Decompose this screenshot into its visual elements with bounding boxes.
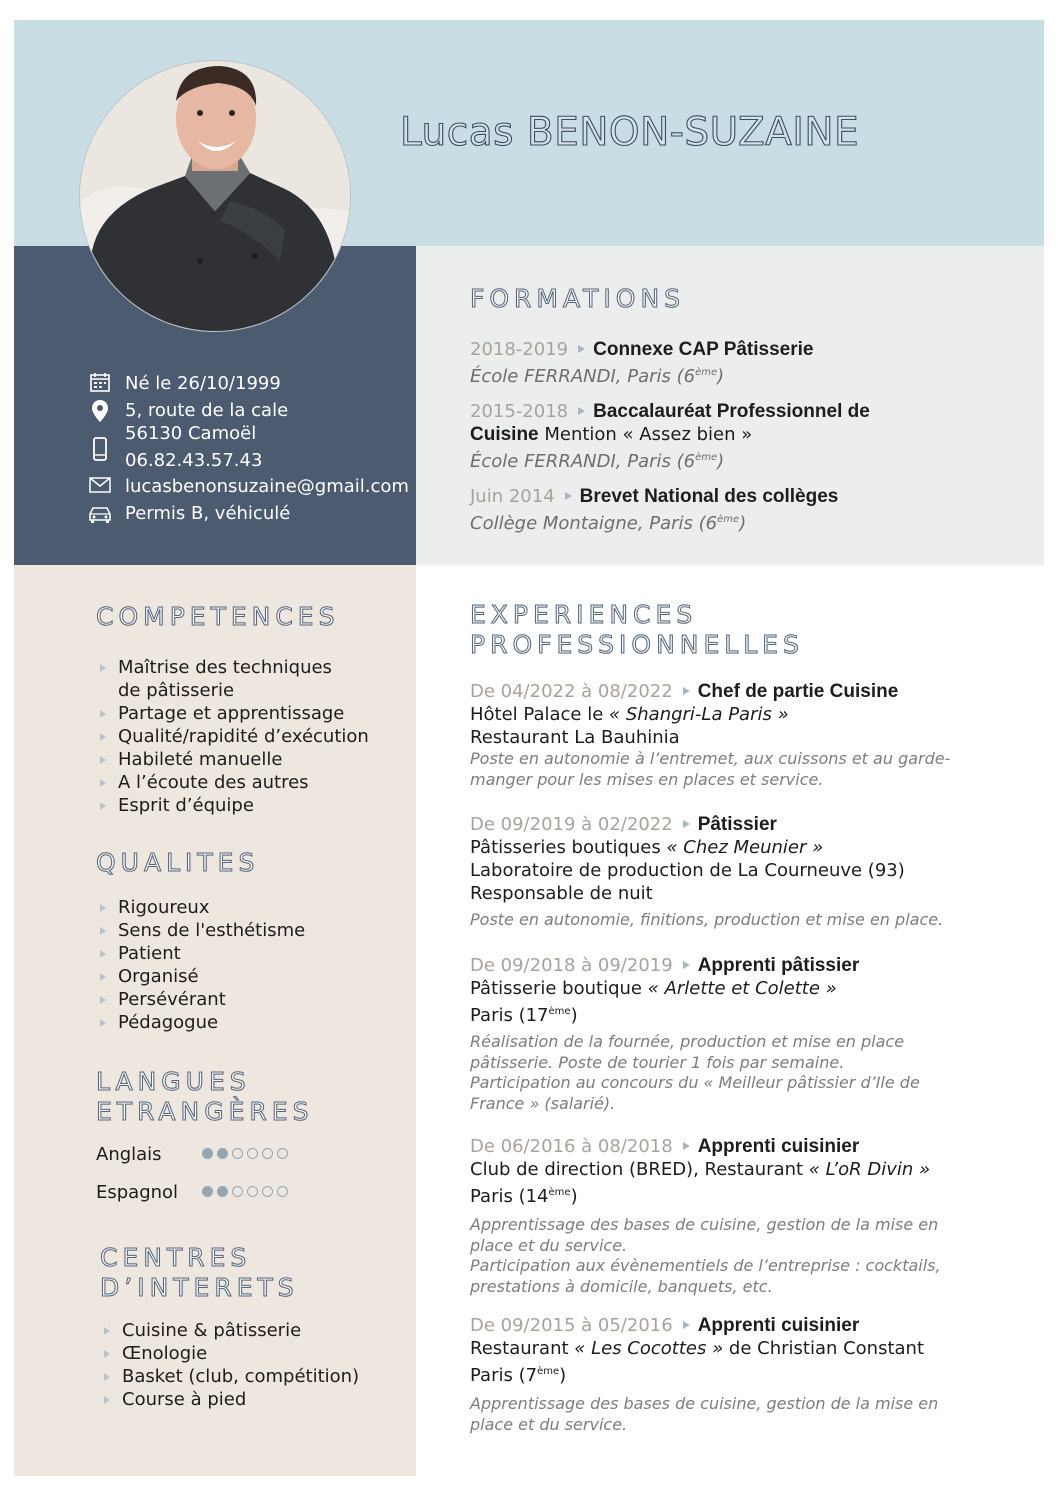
formation-school: Collège Montaigne, Paris (6ème)	[470, 513, 747, 534]
triangle-bullet-icon	[683, 1142, 690, 1150]
list-item: A l’écoute des autres	[96, 771, 369, 794]
list-item: Course à pied	[100, 1388, 359, 1411]
experience-date: De 09/2015 à 05/2016	[470, 1315, 673, 1336]
experience-location: Paris (14ème)	[470, 1186, 578, 1207]
experience-date: De 06/2016 à 08/2018	[470, 1136, 673, 1157]
triangle-bullet-icon	[683, 820, 690, 828]
formation-date: Juin 2014	[470, 486, 555, 507]
formation-title: Brevet National des collèges	[579, 486, 839, 507]
triangle-bullet-icon	[578, 345, 585, 353]
triangle-bullet-icon	[565, 492, 572, 500]
level-dot-empty	[247, 1148, 258, 1159]
formation-entry	[470, 400, 990, 473]
experience-description: Apprentissage des bases de cuisine, gestion de la mise en place et du service.	[470, 1394, 939, 1434]
experience-employer: Pâtisseries boutiques « Chez Meunier »	[470, 837, 824, 858]
level-dot-empty	[232, 1148, 243, 1159]
triangle-bullet-icon	[683, 687, 690, 695]
experience-entry	[470, 1314, 990, 1435]
candidate-name: Lucas BENON-SUZAINE	[400, 110, 860, 155]
location-pin-icon	[88, 399, 112, 423]
birthdate-text: Né le 26/10/1999	[125, 373, 281, 394]
phone-text[interactable]: 06.82.43.57.43	[125, 450, 263, 471]
experience-role: Chef de partie Cuisine	[697, 681, 899, 702]
formation-entry	[470, 338, 990, 388]
level-dot-filled	[202, 1186, 213, 1197]
experience-employer: Pâtisserie boutique « Arlette et Colette »	[470, 978, 837, 999]
address-line-2: 56130 Camoël	[125, 423, 257, 444]
level-dot-empty	[277, 1186, 288, 1197]
experience-location: Paris (17ème)	[470, 1005, 578, 1026]
level-dot-filled	[202, 1148, 213, 1159]
level-dot-empty	[262, 1148, 273, 1159]
experience-description: Réalisation de la fournée, production et mise en place pâtisserie. Poste de tourier 1 fois par semaine. Participation au concours du « Meilleur pâtissier d’Ile de France » (salarié).	[470, 1032, 920, 1113]
list-item: Pédagogue	[96, 1011, 305, 1034]
language-level-dots	[202, 1186, 288, 1197]
list-item: Cuisine & pâtisserie	[100, 1319, 359, 1342]
list-item: Rigoureux	[96, 896, 305, 919]
email-icon	[88, 477, 112, 493]
level-dot-empty	[247, 1186, 258, 1197]
experience-role: Apprenti cuisinier	[697, 1136, 860, 1157]
formation-title: Connexe CAP Pâtisserie	[593, 339, 814, 360]
experience-description: Poste en autonomie à l’entremet, aux cuissons et au garde- manger pour les mises en places et service.	[470, 749, 951, 789]
qualites-list	[96, 896, 305, 1034]
list-item: Persévérant	[96, 988, 305, 1011]
experience-location: Laboratoire de production de La Courneuve (93)	[470, 860, 905, 881]
experience-date: De 09/2018 à 09/2019	[470, 955, 673, 976]
language-name: Anglais	[96, 1144, 162, 1165]
list-item-cont: de pâtisserie	[118, 680, 235, 701]
language-name: Espagnol	[96, 1182, 179, 1203]
formation-title-cont: Cuisine	[470, 424, 539, 445]
language-level-dots	[202, 1148, 288, 1159]
experience-entry	[470, 813, 990, 931]
experience-role: Pâtissier	[697, 814, 777, 835]
experience-role: Apprenti cuisinier	[697, 1315, 860, 1336]
langues-title-cont: ETRANGÈRES	[96, 1097, 314, 1126]
experience-entry	[470, 954, 990, 1114]
formation-school: École FERRANDI, Paris (6ème)	[470, 451, 725, 472]
experience-employer: Club de direction (BRED), Restaurant « L’oR Divin »	[470, 1159, 931, 1180]
profile-photo	[79, 60, 351, 332]
experience-employer: Restaurant « Les Cocottes » de Christian Constant	[470, 1338, 925, 1359]
level-dot-empty	[277, 1148, 288, 1159]
interets-list	[100, 1319, 359, 1411]
triangle-bullet-icon	[683, 961, 690, 969]
competences-list	[96, 656, 369, 817]
experience-description: Apprentissage des bases de cuisine, gestion de la mise en place et du service. Participation aux évènementiels de l’entreprise : cocktails, prestations à domicile, banquets, etc.	[470, 1215, 941, 1296]
level-dot-empty	[262, 1186, 273, 1197]
list-item: Basket (club, compétition)	[100, 1365, 359, 1388]
experience-detail: Responsable de nuit	[470, 883, 653, 904]
car-icon	[88, 505, 112, 523]
qualites-title: QUALITES	[96, 848, 260, 877]
email-text[interactable]: lucasbenonsuzaine@gmail.com	[125, 476, 409, 497]
experience-role: Apprenti pâtissier	[697, 955, 860, 976]
experience-entry	[470, 680, 990, 790]
list-item: Œnologie	[100, 1342, 359, 1365]
phone-icon	[88, 437, 112, 461]
formations-title: FORMATIONS	[470, 284, 686, 313]
experience-date: De 04/2022 à 08/2022	[470, 681, 673, 702]
langues-title: LANGUES	[96, 1067, 251, 1096]
triangle-bullet-icon	[578, 407, 585, 415]
experiences-title: EXPERIENCES	[470, 600, 698, 629]
formation-mention: Mention « Assez bien »	[538, 424, 753, 445]
interets-title: CENTRES	[100, 1243, 252, 1272]
triangle-bullet-icon	[683, 1321, 690, 1329]
experience-description: Poste en autonomie, finitions, production et mise en place.	[470, 910, 944, 929]
experience-date: De 09/2019 à 02/2022	[470, 814, 673, 835]
formation-date: 2015-2018	[470, 401, 569, 422]
address-line-1: 5, route de la cale	[125, 400, 289, 421]
list-item: Sens de l'esthétisme	[96, 919, 305, 942]
list-item: Esprit d’équipe	[96, 794, 369, 817]
calendar-icon	[88, 372, 112, 392]
experience-location: Paris (7ème)	[470, 1365, 567, 1386]
formation-title: Baccalauréat Professionnel de	[593, 401, 870, 422]
formation-entry	[470, 485, 990, 535]
formation-date: 2018-2019	[470, 339, 569, 360]
list-item: Partage et apprentissage	[96, 702, 369, 725]
level-dot-filled	[217, 1148, 228, 1159]
list-item: Organisé	[96, 965, 305, 988]
experiences-title-cont: PROFESSIONNELLES	[470, 630, 804, 659]
interets-title-cont: D’INTERETS	[100, 1273, 299, 1302]
competences-title: COMPETENCES	[96, 602, 340, 631]
list-item: Habileté manuelle	[96, 748, 369, 771]
experience-entry	[470, 1135, 990, 1297]
experience-location: Restaurant La Bauhinia	[470, 727, 680, 748]
list-item: Maîtrise des techniques	[96, 656, 369, 679]
license-text: Permis B, véhiculé	[125, 503, 291, 524]
level-dot-empty	[232, 1186, 243, 1197]
list-item: Patient	[96, 942, 305, 965]
formation-school: École FERRANDI, Paris (6ème)	[470, 366, 725, 387]
chef-portrait-icon	[80, 61, 351, 332]
level-dot-filled	[217, 1186, 228, 1197]
list-item: Qualité/rapidité d’exécution	[96, 725, 369, 748]
experience-employer: Hôtel Palace le « Shangri-La Paris »	[470, 704, 789, 725]
